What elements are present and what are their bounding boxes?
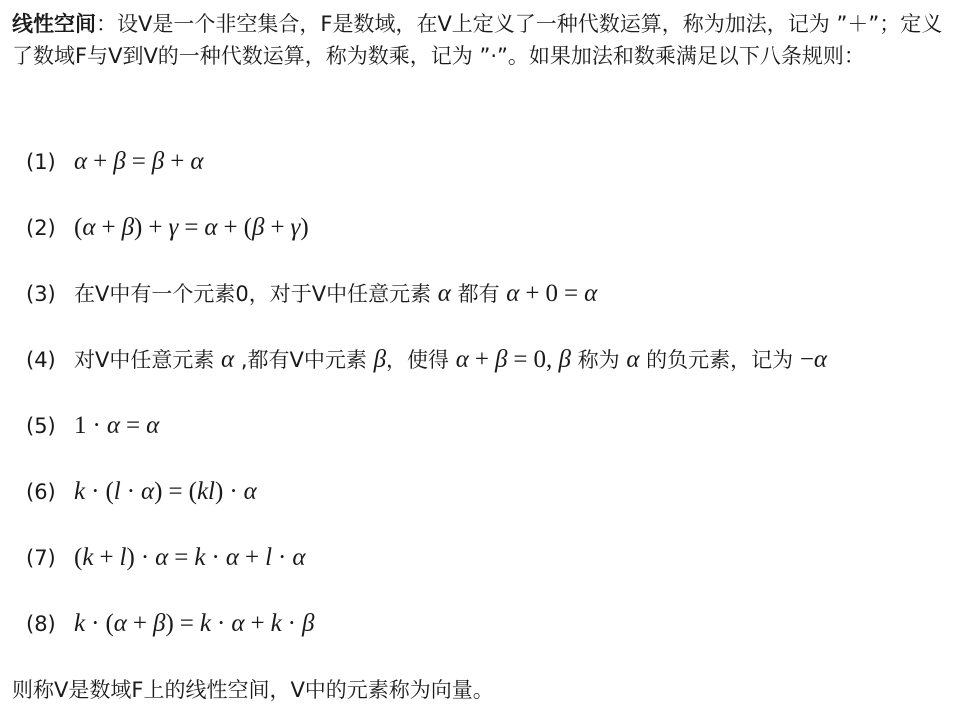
axiom-formula: α: [437, 280, 451, 307]
axiom-number: (3): [26, 282, 56, 306]
axiom-formula: α: [626, 346, 640, 373]
axiom-number: (1): [26, 150, 56, 174]
axiom-number: (2): [26, 216, 56, 240]
axiom-text: 的负元素，记为: [639, 348, 800, 372]
axiom-formula: (α + β) + γ = α + (β + γ): [74, 214, 309, 241]
axiom-formula: −α: [799, 346, 828, 373]
term-linear-space: 线性空间: [12, 12, 96, 36]
axiom-text: ,都有V中元素: [234, 348, 374, 372]
axiom-text: ，使得: [386, 348, 456, 372]
axiom-number: (8): [26, 612, 56, 636]
axiom-text: 都有: [450, 282, 507, 306]
axiom-formula: α + β = β + α: [74, 148, 204, 175]
axiom-text: 在V中有一个元素0，对于V中任意元素: [74, 282, 438, 306]
axiom-formula: (k + l) · α = k · α + l · α: [74, 544, 306, 571]
axiom-formula: α + β = 0, β: [455, 346, 571, 373]
axiom-number: (5): [26, 414, 56, 438]
axiom-8: [26, 604, 314, 644]
axiom-1: [26, 142, 203, 182]
axiom-formula: k · (α + β) = k · α + k · β: [74, 610, 315, 637]
axiom-formula: k · (l · α) = (kl) · α: [74, 478, 257, 505]
axiom-number: (6): [26, 480, 56, 504]
axiom-text: 称为: [570, 348, 627, 372]
intro-text: ：设V是一个非空集合，F是数域，在V上定义了一种代数运算，称为加法，记为 ”＋”；定义了数域F与V到V的一种代数运算，称为数乘，记为 ”·”。如果加法和数乘满足以下八条规则：: [12, 12, 943, 68]
axiom-2: [26, 208, 309, 248]
axiom-number: (7): [26, 546, 56, 570]
definition-intro: [12, 8, 952, 72]
axiom-formula: α + 0 = α: [506, 280, 598, 307]
axiom-number: (4): [26, 348, 56, 372]
axiom-text: 对V中任意元素: [74, 348, 222, 372]
axiom-5: [26, 406, 159, 446]
axiom-formula: β: [373, 346, 387, 373]
axiom-4: [26, 340, 827, 380]
axiom-3: [26, 274, 597, 314]
axiom-6: [26, 472, 257, 512]
definition-conclusion: 则称V是数域F上的线性空间，V中的元素称为向量。: [12, 678, 494, 702]
axiom-formula: α: [221, 346, 235, 373]
axiom-7: [26, 538, 305, 578]
axiom-formula: 1 · α = α: [74, 412, 160, 439]
